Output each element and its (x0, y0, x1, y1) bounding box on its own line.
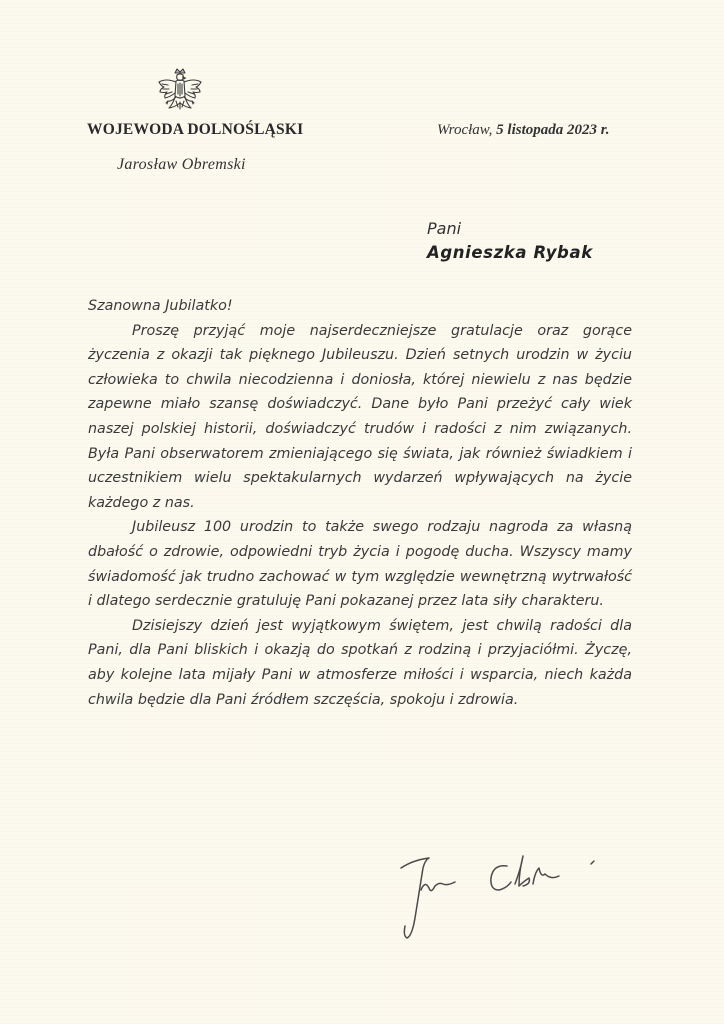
handwritten-signature (395, 838, 615, 948)
letter-body (88, 294, 632, 712)
recipient-title: Pani (427, 219, 462, 238)
recipient-name: Agnieszka Rybak (427, 243, 593, 262)
office-title: WOJEWODA DOLNOŚLĄSKI (87, 121, 304, 138)
polish-eagle-emblem-icon (156, 66, 204, 120)
salutation: Szanowna Jubilatko! (88, 298, 233, 314)
date: 5 listopada 2023 r. (496, 122, 610, 138)
paragraph-2: Jubileusz 100 urodzin to także swego rodzaju nagroda za własną dbałość o zdrowie, odpowiedni tryb życia i pogodę ducha. Wszyscy mamy świadomość jak trudno zachować w tym względzie wewnętrzną wytrwałość i dlatego serdecznie gratuluję Pani pokazanej przez lata siły charakteru. (88, 519, 632, 610)
place-and-date (437, 122, 610, 139)
paragraph-3: Dzisiejszy dzień jest wyjątkowym świętem, jest chwilą radości dla Pani, dla Pani bliskich i okazją do spotkań z rodziną i przyjaciółmi. Życzę, aby kolejne lata mijały Pani w atmosferze miłości i wsparcia, niech każda chwila będzie dla Pani źródłem szczęścia, spokoju i zdrowia. (88, 617, 632, 708)
sender-name: Jarosław Obremski (117, 156, 246, 173)
place: Wrocław, (437, 122, 493, 138)
paragraph-1: Proszę przyjąć moje najserdeczniejsze gratulacje oraz gorące życzenia z okazji tak pięknego Jubileuszu. Dzień setnych urodzin w życiu człowieka to chwila niecodzienna i doniosła, której niewielu z nas będzie zapewne miało szansę doświadczyć. Dane było Pani przeżyć cały wiek naszej polskiej historii, doświadczyć trudów i radości z nim związanych. Była Pani obserwatorem zmieniającego się świata, jak również świadkiem i uczestnikiem wielu spektakularnych wydarzeń wpływających na życie każdego z nas. (88, 322, 632, 511)
